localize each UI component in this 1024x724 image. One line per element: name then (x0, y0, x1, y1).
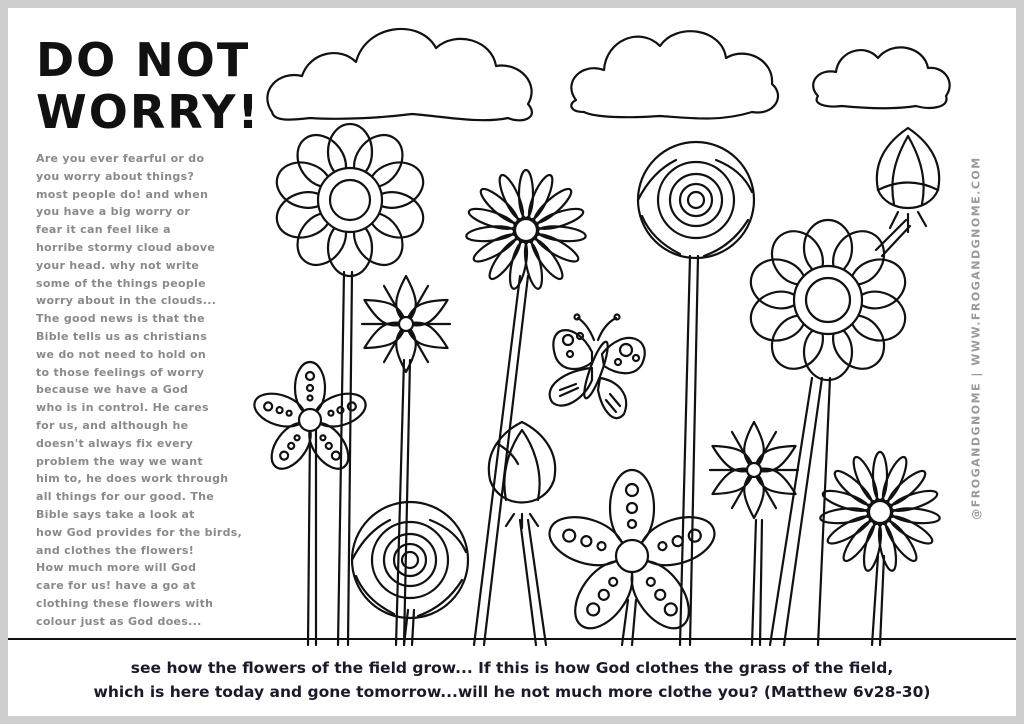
bible-verse (8, 656, 1016, 704)
flower-star-1 (360, 276, 453, 372)
body-text-line: most people do! and when (36, 187, 209, 201)
body-text-line: doesn't always fix every (36, 436, 194, 450)
body-text-line: who is in control. He cares (36, 401, 209, 415)
cloud-1 (267, 29, 532, 120)
flower-rose-1 (638, 142, 754, 258)
body-text-line: worry about in the clouds... (36, 294, 217, 308)
body-text-line: your head. why not write (36, 258, 200, 272)
title-line-1: DO NOT (36, 33, 251, 87)
body-text-line: to those feelings of worry (36, 365, 205, 379)
flower-daisy-2 (820, 452, 941, 572)
coloring-sheet (8, 8, 1016, 716)
body-text-line: for us, and although he (36, 418, 189, 432)
body-text-line: how God provides for the birds, (36, 525, 243, 539)
flower-daisy-1 (466, 170, 587, 290)
body-text-line: him to, he does work through (36, 472, 229, 486)
body-text-line: care for us! have a go at (36, 579, 196, 593)
body-text-line: Bible tells us as christians (36, 329, 208, 343)
body-text-line: clothing these flowers with (36, 596, 214, 610)
body-text-line: colour just as God does... (36, 614, 202, 628)
footer-divider (8, 638, 1016, 640)
verse-line-2: which is here today and gone tomorrow...will he not much more clothe you? (Matthew 6v28-30) (93, 683, 931, 701)
verse-line-1: see how the flowers of the field grow... If this is how God clothes the grass of the field, (130, 659, 894, 677)
body-text-line: some of the things people (36, 276, 206, 290)
flower-rose-2 (352, 502, 468, 618)
flower-pinwheel-2 (744, 220, 911, 380)
body-text-line: How much more will God (36, 561, 197, 575)
cloud-3 (813, 47, 949, 108)
flower-star-2 (708, 422, 801, 518)
coloring-illustration (8, 8, 1016, 648)
body-text-line: Bible says take a look at (36, 507, 195, 521)
title-line-2: WORRY! (36, 85, 261, 139)
body-text-line: problem the way we want (36, 454, 203, 468)
body-text-line: fear it can feel like a (36, 223, 171, 237)
body-text-line: you worry about things? (36, 169, 195, 183)
body-text-line: because we have a God (36, 383, 189, 397)
flower-pinwheel-1 (271, 124, 429, 276)
body-text-line: you have a big worry or (36, 205, 191, 219)
body-text-line: The good news is that the (36, 312, 205, 326)
cloud-2 (571, 31, 778, 118)
body-text-line: all things for our good. The (36, 490, 215, 504)
body-text-line: Are you ever fearful or do (36, 152, 205, 165)
body-text-line: horribe stormy cloud above (36, 240, 216, 254)
flower-bud-1 (877, 128, 939, 232)
website-credit-text: @FROGANDGNOME | WWW.FROGANDGNOME.COM (969, 156, 983, 520)
body-text-line: and clothes the flowers! (36, 543, 195, 557)
body-text-line: we do not need to hold on (36, 347, 207, 361)
butterfly (550, 315, 645, 419)
